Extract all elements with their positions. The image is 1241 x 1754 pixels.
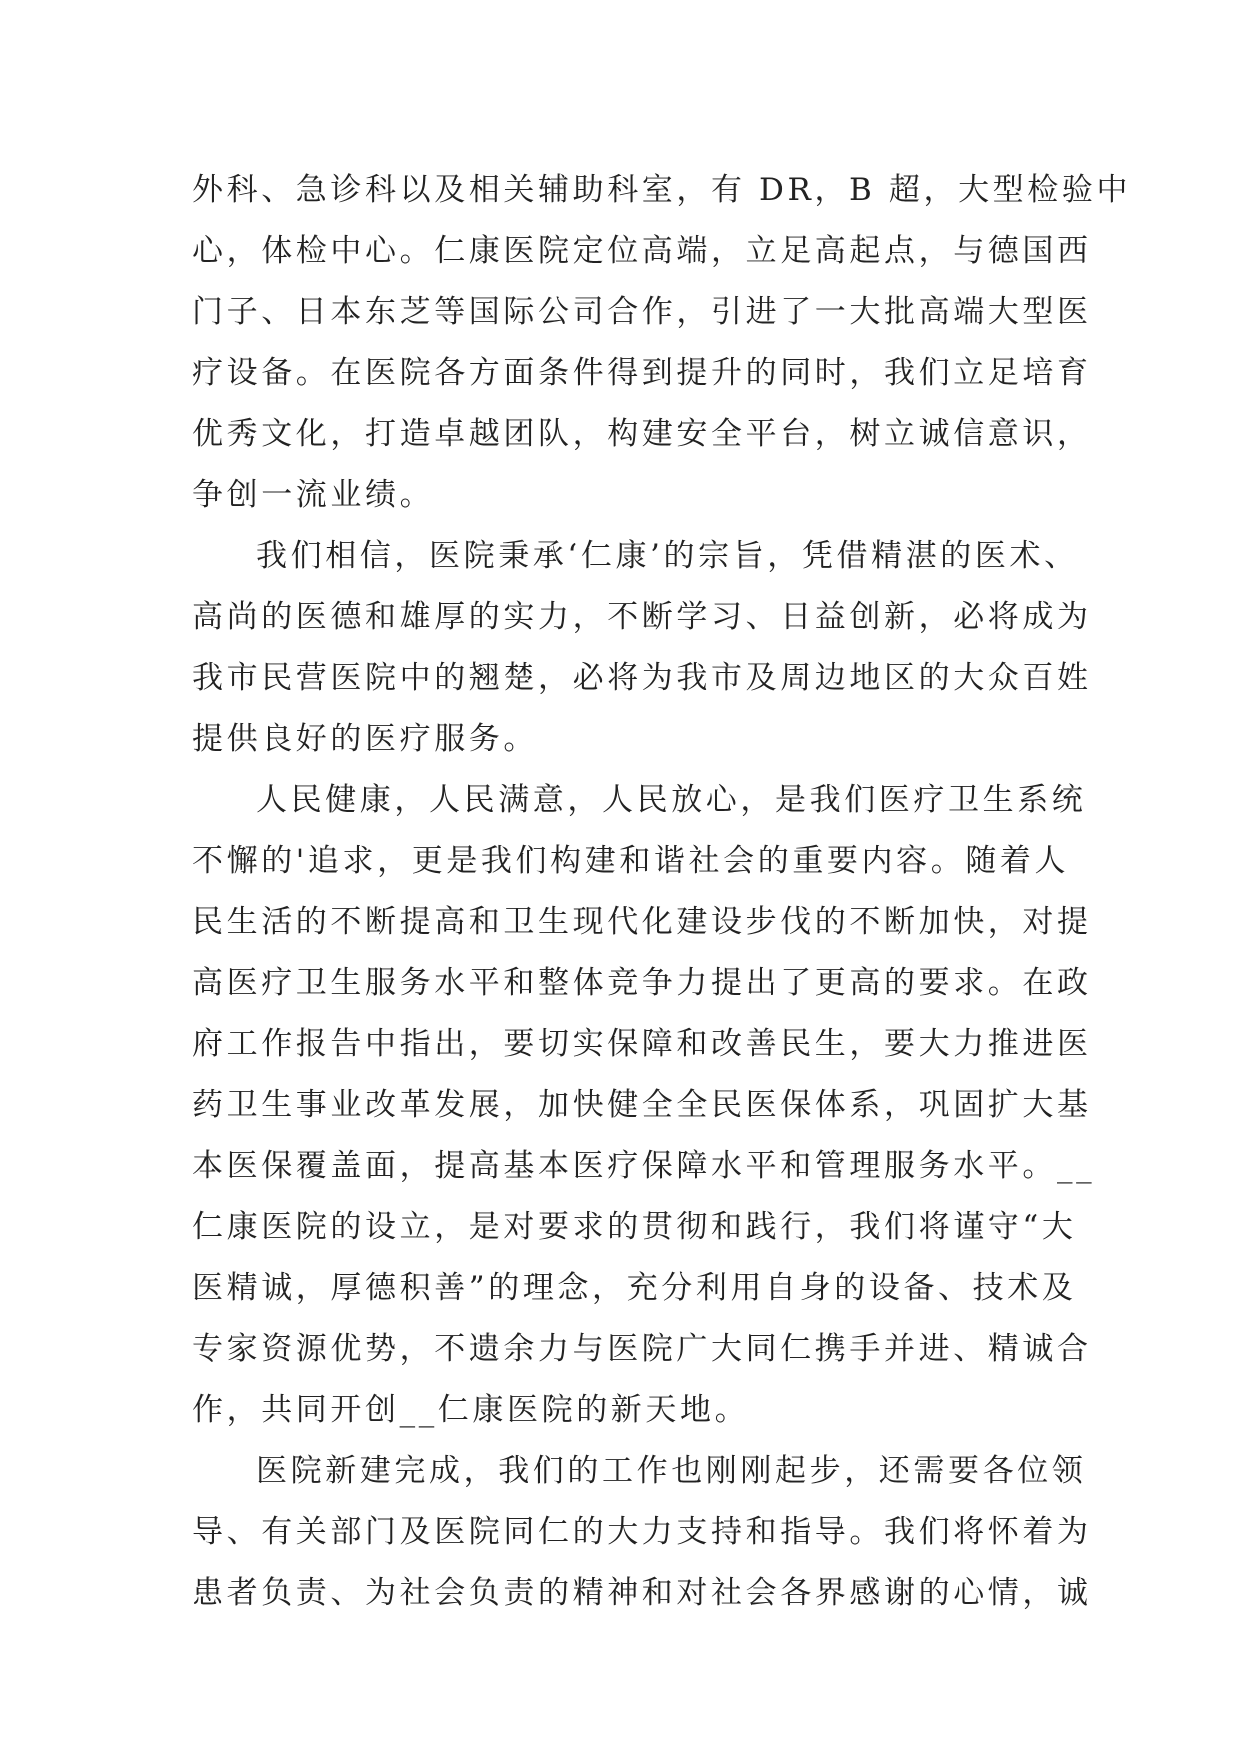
text-line: 导、有关部门及医院同仁的大力支持和指导。我们将怀着为: [192, 1514, 1092, 1550]
text-line: 本医保覆盖面，提高基本医疗保障水平和管理服务水平。__: [192, 1148, 1096, 1184]
paragraph-start-line: 我们相信，医院秉承‘仁康’的宗旨，凭借精湛的医术、: [256, 538, 1079, 574]
text-line: 门子、日本东芝等国际公司合作，引进了一大批高端大型医: [192, 294, 1092, 330]
text-line: 府工作报告中指出，要切实保障和改善民生，要大力推进医: [192, 1026, 1092, 1062]
paragraph-start-line: 人民健康，人民满意，人民放心，是我们医疗卫生系统: [256, 782, 1087, 818]
text-line: 提供良好的医疗服务。: [192, 721, 538, 757]
text-line: 高医疗卫生服务水平和整体竞争力提出了更高的要求。在政: [192, 965, 1092, 1001]
text-line: 作，共同开创__仁康医院的新天地。: [192, 1392, 750, 1428]
text-line: 民生活的不断提高和卫生现代化建设步伐的不断加快，对提: [192, 904, 1092, 940]
text-line: 仁康医院的设立，是对要求的贯彻和践行，我们将谨守“大: [192, 1209, 1077, 1245]
text-line: 心，体检中心。仁康医院定位高端，立足高起点，与德国西: [192, 233, 1092, 269]
text-line: 我市民营医院中的翘楚，必将为我市及周边地区的大众百姓: [192, 660, 1092, 696]
text-line: 优秀文化，打造卓越团队，构建安全平台，树立诚信意识，: [192, 416, 1092, 452]
text-line: 不懈的'追求，更是我们构建和谐社会的重要内容。随着人: [192, 843, 1070, 879]
paragraph-start-line: 医院新建完成，我们的工作也刚刚起步，还需要各位领: [256, 1453, 1087, 1489]
text-line: 医精诚，厚德积善”的理念，充分利用自身的设备、技术及: [192, 1270, 1077, 1306]
body-text: [192, 160, 1132, 1624]
text-line: 高尚的医德和雄厚的实力，不断学习、日益创新，必将成为: [192, 599, 1092, 635]
text-line: 外科、急诊科以及相关辅助科室，有 DR，B 超，大型检验中: [192, 172, 1132, 208]
text-line: 疗设备。在医院各方面条件得到提升的同时，我们立足培育: [192, 355, 1092, 391]
text-line: 专家资源优势，不遗余力与医院广大同仁携手并进、精诚合: [192, 1331, 1092, 1367]
text-line: 争创一流业绩。: [192, 477, 435, 513]
text-line: 药卫生事业改革发展，加快健全全民医保体系，巩固扩大基: [192, 1087, 1092, 1123]
text-line: 患者负责、为社会负责的精神和对社会各界感谢的心情，诚: [192, 1575, 1092, 1611]
